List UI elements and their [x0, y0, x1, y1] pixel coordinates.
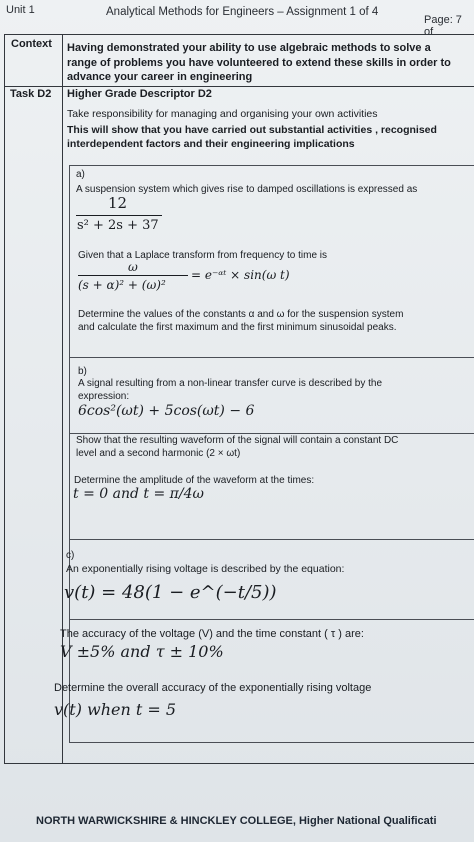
- task-label: Task D2: [10, 88, 52, 100]
- part-b-show-line-2: level and a second harmonic (2 × ωt): [76, 448, 241, 459]
- part-c-label: c): [66, 550, 75, 561]
- amplitude-times: t = 0 and t = π/4ω: [73, 486, 204, 502]
- task-heading: Higher Grade Descriptor D2: [67, 88, 212, 100]
- laplace-intro: Given that a Laplace transform from frequency to time is: [78, 250, 327, 261]
- unit-label: Unit 1: [6, 4, 35, 16]
- part-b-text-line-2: expression:: [78, 391, 130, 402]
- laplace-rhs: = e⁻ᵅᵗ × sin(ω t): [191, 268, 290, 282]
- part-a-text: A suspension system which gives rise to damped oscillations is expressed as: [76, 184, 418, 195]
- context-line-1: Having demonstrated your ability to use algebraic methods to solve a: [67, 42, 431, 54]
- fraction-numerator: 12: [108, 194, 128, 212]
- signal-expression: 6cos²(ωt) + 5cos(ωt) − 6: [78, 403, 255, 419]
- part-a-label: a): [76, 169, 85, 180]
- overall-accuracy-text: Determine the overall accuracy of the exponentially rising voltage: [54, 682, 372, 694]
- part-b-label: b): [78, 366, 87, 377]
- page-number: Page: 7 of: [424, 14, 462, 38]
- task-intro: Take responsibility for managing and organising your own activities: [67, 108, 378, 120]
- task-bold-line-1: This will show that you have carried out substantial activities , recognised: [67, 124, 437, 136]
- fraction-denominator: s² + 2s + 37: [77, 218, 159, 233]
- laplace-fraction-bar: [78, 275, 188, 276]
- accuracy-text: The accuracy of the voltage (V) and the time constant ( τ ) are:: [60, 628, 364, 640]
- laplace-denominator: (s + α)² + (ω)²: [78, 278, 166, 292]
- context-line-3: advance your career in engineering: [67, 71, 253, 83]
- part-b-text-line-1: A signal resulting from a non-linear transfer curve is described by the: [78, 378, 383, 389]
- college-footer: NORTH WARWICKSHIRE & HINCKLEY COLLEGE, Higher National Qualificati: [36, 815, 437, 827]
- context-line-2: range of problems you have volunteered to extend these skills in order to: [67, 57, 451, 69]
- voltage-when: v(t) when t = 5: [54, 700, 177, 719]
- accuracy-values: V ±5% and τ ± 10%: [60, 642, 224, 661]
- amplitude-text: Determine the amplitude of the waveform at the times:: [74, 475, 315, 486]
- fraction-bar: [76, 215, 162, 216]
- laplace-numerator: ω: [128, 260, 138, 274]
- task-bold-line-2: interdependent factors and their engineering implications: [67, 138, 355, 150]
- assignment-title: Analytical Methods for Engineers – Assignment 1 of 4: [106, 6, 379, 18]
- voltage-equation: v(t) = 48(1 − e^(−t/5)): [64, 582, 277, 603]
- part-c-text: An exponentially rising voltage is described by the equation:: [66, 563, 345, 575]
- part-a-task-line-1: Determine the values of the constants α and ω for the suspension system: [78, 309, 404, 320]
- part-b-show-line-1: Show that the resulting waveform of the signal will contain a constant DC: [76, 435, 399, 446]
- context-label: Context: [11, 38, 52, 50]
- part-a-task-line-2: and calculate the first maximum and the first minimum sinusoidal peaks.: [78, 322, 397, 333]
